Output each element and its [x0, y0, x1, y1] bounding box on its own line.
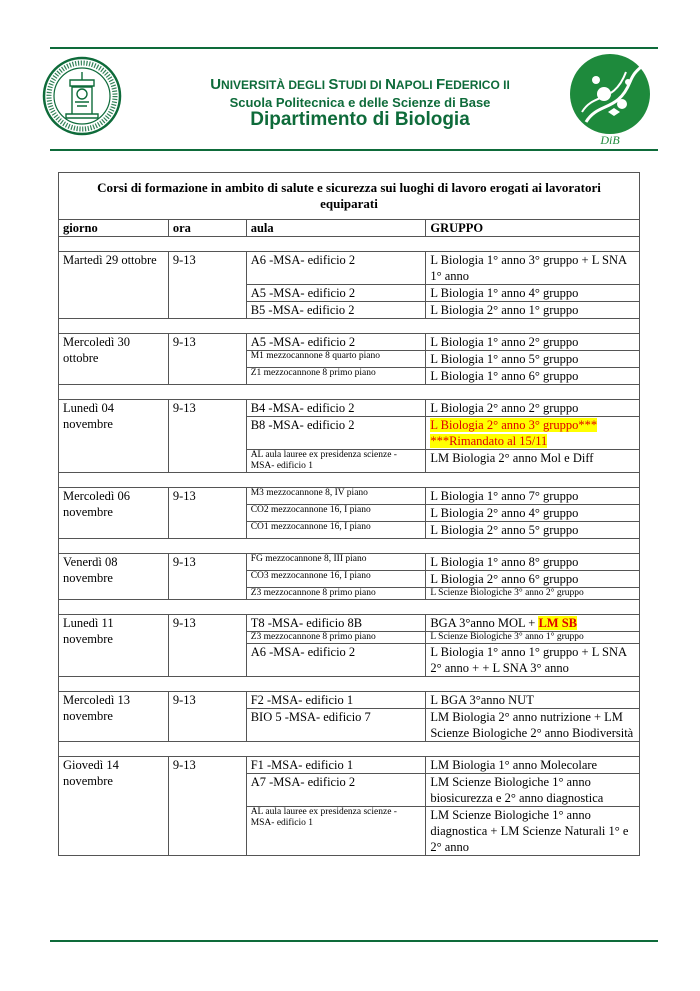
column-header-row: [59, 220, 640, 237]
group-cell: L Biologia 1° anno 4° gruppo: [426, 285, 640, 302]
group-cell: [426, 615, 640, 632]
table-title-row: [59, 173, 640, 220]
table-row: [59, 692, 640, 709]
group-cell: L BGA 3°anno NUT: [426, 692, 640, 709]
separator-row: [59, 600, 640, 615]
table-row: [59, 757, 640, 774]
group-cell: LM Scienze Biologiche 1° anno biosicurezza e 2° anno diagnostica: [426, 774, 640, 807]
header-top-rule: [50, 47, 658, 49]
header-bottom-rule: [50, 149, 658, 151]
group-cell: L Biologia 1° anno 3° gruppo + L SNA 1° anno: [426, 252, 640, 285]
room-cell: AL aula lauree ex presidenza scienze - MSA- edificio 1: [246, 807, 426, 856]
room-cell: A5 -MSA- edificio 2: [246, 285, 426, 302]
table-row: [59, 252, 640, 285]
room-cell: Z1 mezzocannone 8 primo piano: [246, 368, 426, 385]
day-cell: Mercoledì 30 ottobre: [59, 334, 169, 385]
day-cell: Lunedì 04 novembre: [59, 400, 169, 473]
separator-row: [59, 539, 640, 554]
group-cell: L Biologia 1° anno 8° gruppo: [426, 554, 640, 571]
day-cell: Mercoledì 13 novembre: [59, 692, 169, 742]
time-cell: 9-13: [168, 488, 246, 539]
group-cell: LM Biologia 2° anno nutrizione + LM Scienze Biologiche 2° anno Biodiversità: [426, 709, 640, 742]
separator-row: [59, 677, 640, 692]
column-header-ora: ora: [168, 220, 246, 237]
day-cell: Lunedì 11 novembre: [59, 615, 169, 677]
room-cell: AL aula lauree ex presidenza scienze - MSA- edificio 1: [246, 450, 426, 473]
room-cell: B8 -MSA- edificio 2: [246, 417, 426, 450]
group-text: BGA 3°anno MOL +: [430, 616, 539, 630]
day-cell: Giovedì 14 novembre: [59, 757, 169, 856]
room-cell: CO1 mezzocannone 16, I piano: [246, 522, 426, 539]
room-cell: BIO 5 -MSA- edificio 7: [246, 709, 426, 742]
day-cell: Mercoledì 06 novembre: [59, 488, 169, 539]
room-cell: B5 -MSA- edificio 2: [246, 302, 426, 319]
room-cell: CO2 mezzocannone 16, I piano: [246, 505, 426, 522]
postponed-note: ***Rimandato al 15/11: [430, 434, 548, 448]
table-row: [59, 400, 640, 417]
group-cell: L Biologia 2° anno 2° gruppo: [426, 400, 640, 417]
group-cell: L Biologia 1° anno 5° gruppo: [426, 351, 640, 368]
separator-row: [59, 473, 640, 488]
day-cell: Venerdì 08 novembre: [59, 554, 169, 600]
group-cell: L Biologia 1° anno 2° gruppo: [426, 334, 640, 351]
school-name: Scuola Politecnica e delle Scienze di Base: [229, 95, 491, 110]
separator-row: [59, 237, 640, 252]
group-cell: L Biologia 2° anno 1° gruppo: [426, 302, 640, 319]
room-cell: F2 -MSA- edificio 1: [246, 692, 426, 709]
group-cell: L Scienze Biologiche 3° anno 2° gruppo: [426, 588, 640, 600]
table-row: [59, 488, 640, 505]
time-cell: 9-13: [168, 692, 246, 742]
time-cell: 9-13: [168, 554, 246, 600]
group-cell: L Biologia 2° anno 5° gruppo: [426, 522, 640, 539]
room-cell: Z3 mezzocannone 8 primo piano: [246, 632, 426, 644]
room-cell: T8 -MSA- edificio 8B: [246, 615, 426, 632]
group-cell: L Biologia 2° anno 4° gruppo: [426, 505, 640, 522]
column-header-giorno: giorno: [59, 220, 169, 237]
room-cell: M3 mezzocannone 8, IV piano: [246, 488, 426, 505]
university-name: UNIVERSITÀ DEGLI STUDI DI NAPOLI FEDERICO II: [210, 76, 510, 93]
time-cell: 9-13: [168, 252, 246, 319]
room-cell: CO3 mezzocannone 16, I piano: [246, 571, 426, 588]
room-cell: A6 -MSA- edificio 2: [246, 644, 426, 677]
highlighted-group-text: LM SB: [538, 616, 578, 630]
room-cell: Z3 mezzocannone 8 primo piano: [246, 588, 426, 600]
time-cell: 9-13: [168, 757, 246, 856]
table-title: Corsi di formazione in ambito di salute e sicurezza sui luoghi di lavoro erogati ai lavoratori equiparati: [59, 173, 640, 220]
dib-logo: [568, 52, 652, 148]
time-cell: 9-13: [168, 334, 246, 385]
group-cell: L Scienze Biologiche 3° anno 1° gruppo: [426, 632, 640, 644]
group-cell: LM Biologia 2° anno Mol e Diff: [426, 450, 640, 473]
university-seal-logo: [42, 56, 122, 136]
room-cell: A5 -MSA- edificio 2: [246, 334, 426, 351]
department-name: Dipartimento di Biologia: [250, 109, 470, 130]
separator-row: [59, 385, 640, 400]
schedule-table: [58, 172, 640, 856]
svg-text:DiB: DiB: [600, 133, 620, 147]
group-cell: L Biologia 1° anno 6° gruppo: [426, 368, 640, 385]
group-cell: LM Biologia 1° anno Molecolare: [426, 757, 640, 774]
footer-rule: [50, 940, 658, 942]
column-header-gruppo: GRUPPO: [426, 220, 640, 237]
group-cell: L Biologia 1° anno 1° gruppo + L SNA 2° anno + + L SNA 3° anno: [426, 644, 640, 677]
group-cell: L Biologia 2° anno 6° gruppo: [426, 571, 640, 588]
day-cell: Martedì 29 ottobre: [59, 252, 169, 319]
room-cell: A7 -MSA- edificio 2: [246, 774, 426, 807]
group-cell: LM Scienze Biologiche 1° anno diagnostica + LM Scienze Naturali 1° e 2° anno: [426, 807, 640, 856]
room-cell: A6 -MSA- edificio 2: [246, 252, 426, 285]
room-cell: FG mezzocannone 8, III piano: [246, 554, 426, 571]
separator-row: [59, 742, 640, 757]
group-cell: L Biologia 1° anno 7° gruppo: [426, 488, 640, 505]
table-row: [59, 334, 640, 351]
time-cell: 9-13: [168, 615, 246, 677]
room-cell: F1 -MSA- edificio 1: [246, 757, 426, 774]
separator-row: [59, 319, 640, 334]
group-cell-postponed: [426, 417, 640, 450]
time-cell: 9-13: [168, 400, 246, 473]
table-row: [59, 554, 640, 571]
room-cell: M1 mezzocannone 8 quarto piano: [246, 351, 426, 368]
table-row: [59, 615, 640, 632]
room-cell: B4 -MSA- edificio 2: [246, 400, 426, 417]
postponed-group-text: L Biologia 2° anno 3° gruppo***: [430, 418, 598, 432]
column-header-aula: aula: [246, 220, 426, 237]
